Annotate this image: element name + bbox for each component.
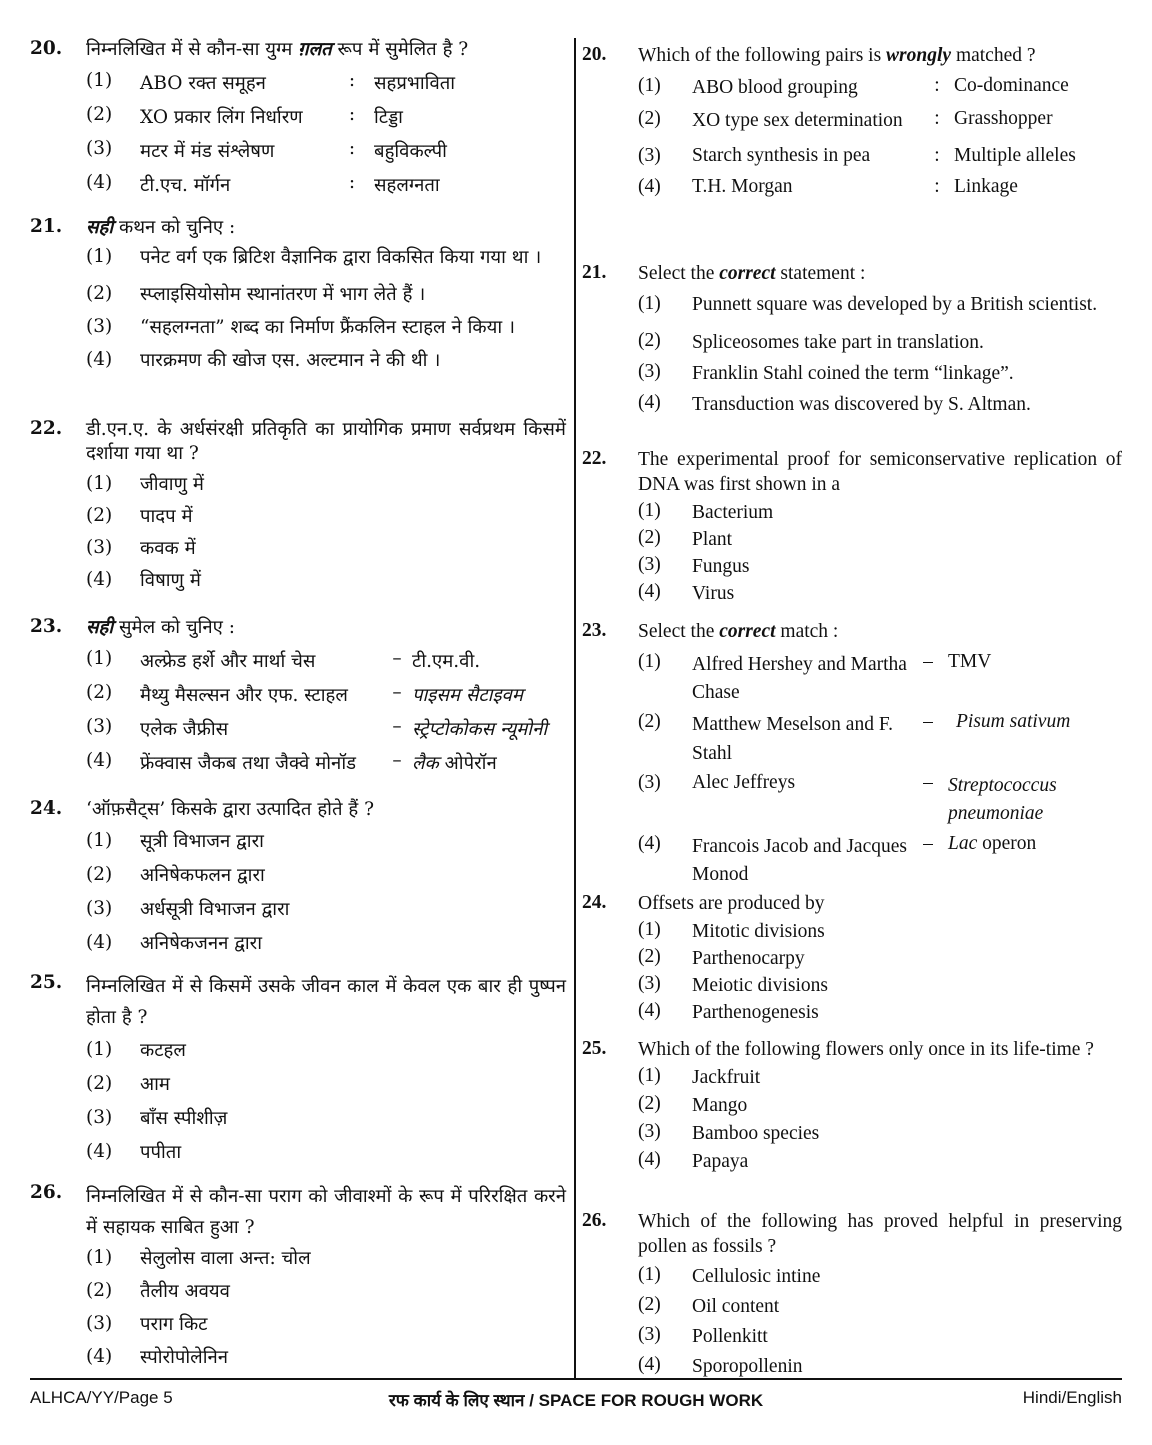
question-22-english — [582, 448, 1122, 608]
question-22-hindi — [30, 418, 566, 601]
option-1: (1) ABO blood grouping : Co-dominance — [638, 74, 1069, 98]
option-1: (1) सेलुलोस वाला अन्त: चोल — [86, 1247, 311, 1270]
option-2: (2) Oil content — [638, 1293, 780, 1317]
option-3: (3) Starch synthesis in pea : Multiple alleles — [638, 144, 1076, 166]
option-1: (1) पनेट वर्ग एक ब्रिटिश वैज्ञानिक द्वारा विकसित किया गया था । — [86, 246, 542, 269]
option-2: (2) Mango — [638, 1092, 748, 1116]
hindi-column — [30, 38, 566, 1378]
language-label: Hindi/English — [1022, 1388, 1122, 1407]
option-4: (4) पारक्रमण की खोज एस. अल्टमान ने की थी । — [86, 349, 441, 372]
question-number: 26. — [582, 1210, 607, 1231]
question-text: सही कथन को चुनिए : — [86, 217, 236, 238]
page-footer — [30, 1388, 1122, 1418]
option-4: (4) Virus — [638, 580, 735, 604]
option-3: (3) Pollenkitt — [638, 1323, 768, 1347]
question-20-english — [582, 44, 1122, 207]
option-2: (2) Matthew Meselson and F. Stahl – Pisum sativum — [638, 711, 1071, 764]
option-3: (3) Franklin Stahl coined the term “linkage”. — [638, 360, 1014, 384]
option-1: (1) Mitotic divisions — [638, 918, 825, 942]
question-number: 24. — [582, 892, 607, 913]
footer-rule — [30, 1378, 1122, 1380]
option-4: (4) फ्रेंक्वास जैकब तथा जैक्वे मोनॉड – लैक ओपेरॉन — [86, 750, 497, 775]
option-4: (4) Francois Jacob and Jacques Monod – Lac operon — [638, 832, 1037, 885]
question-25-english — [582, 1038, 1122, 1177]
option-2: (2) अनिषेकफलन द्वारा — [86, 864, 265, 887]
option-3: (3) Alec Jeffreys – Streptococcus pneumoniae — [638, 772, 1057, 825]
option-1: (1) जीवाणु में — [86, 472, 204, 495]
question-number: 23. — [30, 616, 63, 637]
option-4: (4) Papaya — [638, 1148, 749, 1172]
option-2: (2) स्प्लाइसियोसोम स्थानांतरण में भाग लेते हैं । — [86, 283, 426, 306]
option-4: (4) टी.एच. मॉर्गन : सहलग्नता — [86, 172, 440, 197]
question-text: ‘ऑफ़सैट्स’ किसके द्वारा उत्पादित होते हैं ? — [86, 799, 375, 820]
option-4: (4) Parthenogenesis — [638, 999, 819, 1023]
option-3: (3) एलेक जैफ्रीस – स्ट्रेप्टोकोकस न्यूमोनी — [86, 716, 548, 741]
option-3: (3) Bamboo species — [638, 1120, 820, 1144]
question-number: 20. — [30, 38, 63, 59]
question-page — [30, 38, 1122, 1378]
question-number: 25. — [582, 1038, 607, 1059]
question-text: The experimental proof for semiconservative replication of DNA was first shown in a — [638, 449, 1122, 495]
question-text: निम्नलिखित में से कौन-सा युग्म ग़लत रूप में सुमेलित है ? — [86, 39, 469, 60]
option-4: (4) Sporopollenin — [638, 1353, 803, 1377]
question-text: Select the correct match : — [638, 621, 839, 642]
option-2: (2) आम — [86, 1073, 170, 1096]
question-number: 22. — [30, 418, 63, 439]
question-24-english — [582, 892, 1122, 1027]
option-4: (4) T.H. Morgan : Linkage — [638, 175, 1018, 197]
question-text: Which of the following flowers only once in its life-time ? — [638, 1039, 1094, 1060]
option-3: (3) कवक में — [86, 536, 196, 559]
question-text: निम्नलिखित में से किसमें उसके जीवन काल में केवल एक बार ही पुष्पन होता है ? — [86, 976, 566, 1028]
option-3: (3) अर्धसूत्री विभाजन द्वारा — [86, 898, 290, 921]
question-21-english — [582, 262, 1122, 423]
question-text: Which of the following pairs is wrongly matched ? — [638, 45, 1036, 66]
question-text: Which of the following has proved helpful in preserving pollen as fossils ? — [638, 1211, 1122, 1257]
option-2: (2) मैथ्यु मैसल्सन और एफ. स्टाहल – पाइसम सैटाइवम — [86, 682, 523, 707]
option-4: (4) विषाणु में — [86, 568, 201, 591]
question-text: सही सुमेल को चुनिए : — [86, 617, 236, 638]
question-text: Offsets are produced by — [638, 893, 825, 914]
question-number: 22. — [582, 448, 607, 469]
question-text: निम्नलिखित में से कौन-सा पराग को जीवाश्मों के रूप में परिरक्षित करने में सहायक साबित हुआ ? — [86, 1186, 566, 1238]
option-2: (2) Parthenocarpy — [638, 945, 805, 969]
option-3: (3) “सहलग्नता” शब्द का निर्माण फ्रैंकलिन स्टाहल ने किया । — [86, 316, 516, 339]
question-26-english — [582, 1210, 1122, 1384]
question-23-hindi — [30, 616, 566, 784]
option-1: (1) Cellulosic intine — [638, 1263, 821, 1287]
option-2: (2) Spliceosomes take part in translation. — [638, 329, 984, 353]
option-3: (3) Meiotic divisions — [638, 972, 828, 996]
question-number: 25. — [30, 972, 63, 993]
option-1: (1) कटहल — [86, 1039, 186, 1062]
option-1: (1) Punnett square was developed by a British scientist. — [638, 292, 1098, 315]
question-23-english — [582, 620, 1122, 889]
page-code: ALHCA/YY/Page 5 — [30, 1388, 173, 1407]
option-4: (4) Transduction was discovered by S. Altman. — [638, 391, 1031, 415]
question-26-hindi — [30, 1182, 566, 1379]
option-2: (2) Plant — [638, 526, 733, 550]
question-number: 21. — [582, 262, 607, 283]
option-4: (4) स्पोरोपोलेनिन — [86, 1346, 229, 1369]
question-number: 21. — [30, 216, 63, 237]
option-4: (4) पपीता — [86, 1141, 182, 1164]
question-number: 24. — [30, 798, 63, 819]
option-2: (2) XO type sex determination : Grasshopper — [638, 107, 1053, 131]
question-number: 26. — [30, 1182, 63, 1203]
option-1: (1) सूत्री विभाजन द्वारा — [86, 830, 264, 853]
option-1: (1) ABO रक्त समूहन : सहप्रभाविता — [86, 70, 456, 95]
option-1: (1) अल्फ्रेड हर्शे और मार्था चेस – टी.एम.वी. — [86, 648, 481, 673]
option-4: (4) अनिषेकजनन द्वारा — [86, 932, 263, 955]
question-25-hindi — [30, 972, 566, 1175]
question-number: 23. — [582, 620, 607, 641]
column-divider — [574, 38, 576, 1378]
question-text: डी.एन.ए. के अर्धसंरक्षी प्रतिकृति का प्रायोगिक प्रमाण सर्वप्रथम किसमें दर्शाया गया था ? — [86, 419, 566, 465]
option-1: (1) Bacterium — [638, 499, 774, 523]
question-21-hindi — [30, 216, 566, 382]
question-number: 20. — [582, 44, 607, 65]
option-3: (3) Fungus — [638, 553, 750, 577]
rough-work-label: रफ कार्य के लिए स्थान / SPACE FOR ROUGH WORK — [388, 1391, 764, 1410]
question-24-hindi — [30, 798, 566, 966]
english-column — [582, 38, 1122, 1378]
option-2: (2) तैलीय अवयव — [86, 1280, 230, 1303]
question-20-hindi — [30, 38, 566, 206]
option-3: (3) पराग किट — [86, 1313, 208, 1336]
option-2: (2) XO प्रकार लिंग निर्धारण : टिड्डा — [86, 104, 403, 129]
option-1: (1) Jackfruit — [638, 1064, 761, 1088]
question-text: Select the correct statement : — [638, 263, 866, 284]
option-3: (3) मटर में मंड संश्लेषण : बहुविकल्पी — [86, 138, 447, 163]
option-1: (1) Alfred Hershey and Martha Chase – TMV — [638, 650, 992, 704]
option-2: (2) पादप में — [86, 504, 193, 527]
option-3: (3) बाँस स्पीशीज़ — [86, 1107, 228, 1130]
